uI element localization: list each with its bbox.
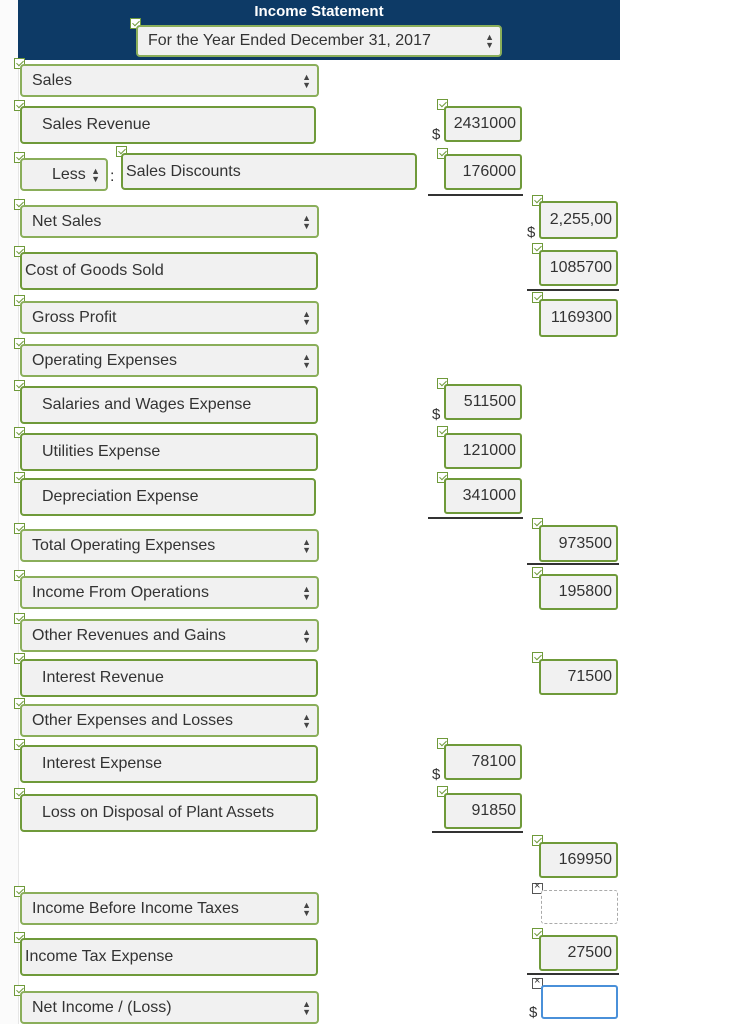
underline: [428, 194, 523, 196]
depreciation-input[interactable]: 341000: [444, 478, 522, 514]
select-arrows-icon: ▲ ▼: [302, 308, 311, 327]
sales-select[interactable]: [20, 64, 319, 97]
utilities-input[interactable]: 121000: [444, 433, 522, 469]
interest-expense-label: Interest Expense: [42, 755, 163, 772]
sales-label: Sales: [32, 71, 73, 89]
total-opex-label: Total Operating Expenses: [32, 536, 216, 554]
interest-revenue-field[interactable]: [20, 659, 318, 697]
sales-discounts-field[interactable]: [121, 153, 417, 190]
dollar-sign: $: [432, 126, 441, 143]
select-arrows-icon: ▲ ▼: [302, 626, 311, 645]
underline: [432, 831, 523, 833]
dollar-sign: $: [527, 224, 536, 241]
gross-profit-input[interactable]: 1169300: [539, 299, 618, 337]
loss-disposal-field[interactable]: [20, 794, 318, 832]
select-arrows-icon: ▲ ▼: [302, 71, 311, 90]
salaries-input[interactable]: 511500: [444, 384, 522, 420]
depreciation-field[interactable]: [20, 478, 316, 516]
operating-expenses-select[interactable]: [20, 344, 319, 377]
total-opex-input[interactable]: 973500: [539, 525, 618, 562]
underline: [527, 973, 619, 975]
salaries-field[interactable]: [20, 386, 318, 424]
dollar-sign: $: [432, 766, 441, 783]
operating-expenses-label: Operating Expenses: [32, 351, 177, 369]
utilities-label: Utilities Expense: [42, 443, 161, 460]
select-arrows-icon: ▲ ▼: [302, 711, 311, 730]
other-expenses-label: Other Expenses and Losses: [32, 711, 234, 729]
depreciation-label: Depreciation Expense: [42, 488, 199, 505]
income-tax-label: Income Tax Expense: [25, 948, 174, 965]
interest-expense-input[interactable]: 78100: [444, 744, 522, 780]
underline: [527, 563, 619, 565]
net-income-label: Net Income / (Loss): [32, 998, 172, 1016]
income-before-taxes-select[interactable]: [20, 892, 319, 925]
net-income-input[interactable]: [541, 985, 618, 1019]
loss-disposal-input[interactable]: 91850: [444, 793, 522, 829]
income-before-taxes-input[interactable]: [541, 890, 618, 924]
sales-discounts-label: Sales Discounts: [126, 162, 241, 180]
interest-revenue-label: Interest Revenue: [42, 669, 164, 686]
net-income-select[interactable]: [20, 991, 319, 1024]
statement-title: Income Statement: [254, 3, 384, 20]
period-select-label: For the Year Ended December 31, 2017: [148, 32, 431, 49]
colon-separator: :: [110, 168, 115, 185]
other-total-input[interactable]: 169950: [539, 842, 618, 878]
income-before-taxes-label: Income Before Income Taxes: [32, 899, 239, 917]
cogs-label: Cost of Goods Sold: [25, 262, 164, 279]
select-arrows-icon: ▲ ▼: [302, 212, 311, 231]
cogs-field[interactable]: [20, 252, 318, 290]
select-arrows-icon: ▲ ▼: [91, 165, 100, 184]
less-label: Less: [52, 165, 86, 183]
net-sales-label: Net Sales: [32, 212, 102, 230]
interest-revenue-input[interactable]: 71500: [539, 659, 618, 695]
income-operations-input[interactable]: 195800: [539, 574, 618, 610]
other-revenues-label: Other Revenues and Gains: [32, 626, 226, 644]
other-expenses-select[interactable]: [20, 704, 319, 737]
select-arrows-icon: ▲ ▼: [302, 998, 311, 1017]
gross-profit-label: Gross Profit: [32, 308, 117, 326]
other-revenues-select[interactable]: [20, 619, 319, 652]
period-select[interactable]: [136, 25, 502, 57]
net-sales-select[interactable]: [20, 205, 319, 238]
interest-expense-field[interactable]: [20, 745, 318, 783]
sales-revenue-input[interactable]: 2431000: [444, 106, 522, 142]
income-operations-select[interactable]: [20, 576, 319, 609]
income-tax-field[interactable]: [20, 938, 318, 976]
utilities-field[interactable]: [20, 433, 318, 471]
sales-revenue-label: Sales Revenue: [42, 116, 151, 133]
dollar-sign: $: [432, 406, 441, 423]
select-arrows-icon: ▲ ▼: [302, 899, 311, 918]
loss-disposal-label: Loss on Disposal of Plant Assets: [42, 804, 275, 821]
income-operations-label: Income From Operations: [32, 583, 209, 601]
underline: [428, 517, 523, 519]
less-select[interactable]: [20, 158, 108, 191]
select-arrows-icon: ▲ ▼: [302, 583, 311, 602]
sales-discounts-input[interactable]: 176000: [444, 154, 522, 190]
underline: [527, 289, 619, 291]
select-arrows-icon: ▲ ▼: [485, 32, 494, 50]
select-arrows-icon: ▲ ▼: [302, 536, 311, 555]
dollar-sign: $: [529, 1004, 538, 1021]
select-arrows-icon: ▲ ▼: [302, 351, 311, 370]
sales-revenue-field[interactable]: [20, 106, 316, 144]
cogs-input[interactable]: 1085700: [539, 250, 618, 286]
net-sales-input[interactable]: 2,255,00: [539, 201, 618, 239]
income-tax-input[interactable]: 27500: [539, 935, 618, 971]
salaries-label: Salaries and Wages Expense: [42, 396, 252, 413]
total-opex-select[interactable]: [20, 529, 319, 562]
gross-profit-select[interactable]: [20, 301, 319, 334]
